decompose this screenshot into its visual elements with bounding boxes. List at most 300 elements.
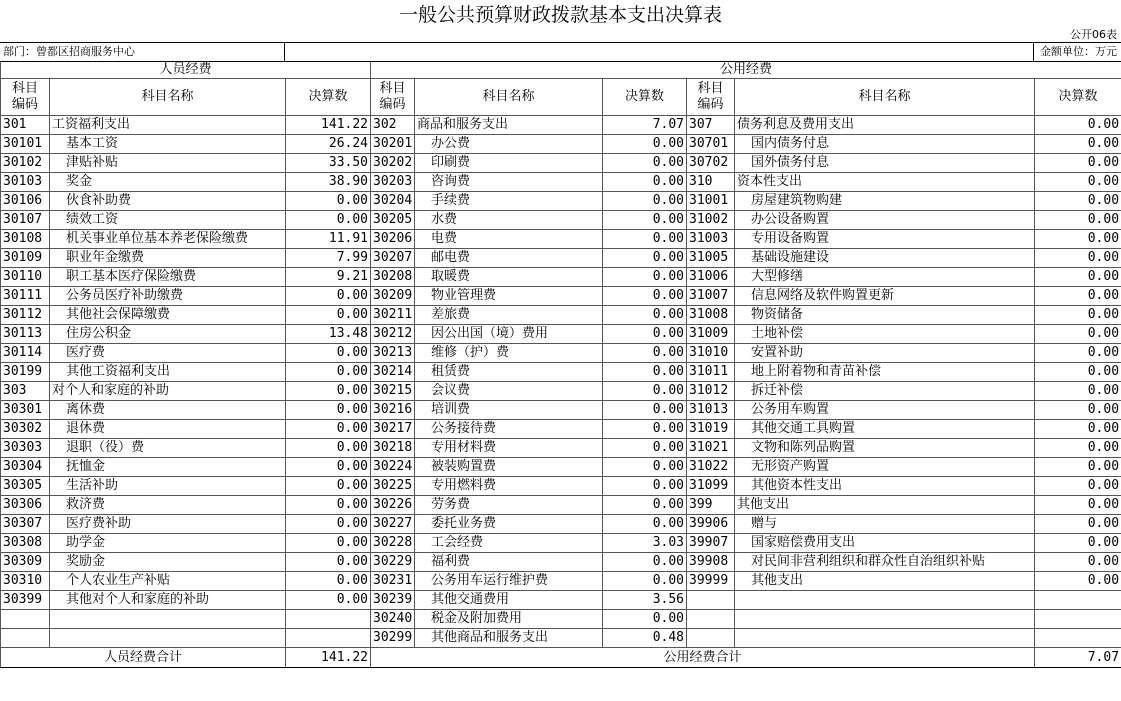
public-a-code-cell: 30214 [371, 363, 415, 382]
personnel-name-cell: 生活补助 [50, 477, 286, 496]
personnel-code-cell: 30399 [1, 591, 50, 610]
public-a-name-cell: 办公费 [415, 135, 603, 154]
personnel-amount-cell: 141.22 [286, 116, 371, 135]
public-a-amount-cell: 0.00 [603, 572, 687, 591]
table-row [1, 572, 1121, 591]
personnel-name-cell: 其他对个人和家庭的补助 [50, 591, 286, 610]
public-b-amount-cell: 0.00 [1035, 439, 1121, 458]
personnel-name-cell: 津贴补贴 [50, 154, 286, 173]
table-row [1, 230, 1121, 249]
public-b-amount-cell [1035, 610, 1121, 629]
form-number: 公开06表 [1070, 28, 1117, 41]
personnel-amount-cell [286, 629, 371, 648]
public-b-amount-cell: 0.00 [1035, 287, 1121, 306]
table-row [1, 629, 1121, 648]
personnel-name-cell: 退休费 [50, 420, 286, 439]
table-row [1, 211, 1121, 230]
personnel-amount-cell [286, 610, 371, 629]
public-a-amount-cell: 7.07 [603, 116, 687, 135]
public-a-amount-cell: 0.00 [603, 439, 687, 458]
header-name: 科目名称 [735, 79, 1035, 116]
public-b-amount-cell: 0.00 [1035, 325, 1121, 344]
personnel-code-cell: 30113 [1, 325, 50, 344]
public-b-name-cell: 其他交通工具购置 [735, 420, 1035, 439]
divider [0, 42, 1121, 43]
personnel-code-cell: 30111 [1, 287, 50, 306]
public-b-name-cell: 大型修缮 [735, 268, 1035, 287]
public-b-name-cell [735, 629, 1035, 648]
personnel-code-cell: 30307 [1, 515, 50, 534]
public-b-name-cell: 基础设施建设 [735, 249, 1035, 268]
table-row [1, 515, 1121, 534]
public-a-amount-cell: 0.00 [603, 477, 687, 496]
public-b-code-cell [687, 629, 735, 648]
public-b-name-cell: 拆迁补偿 [735, 382, 1035, 401]
header-code: 科目 编码 [371, 79, 415, 116]
public-a-name-cell: 手续费 [415, 192, 603, 211]
public-a-code-cell: 30202 [371, 154, 415, 173]
public-a-name-cell: 维修（护）费 [415, 344, 603, 363]
public-b-name-cell: 文物和陈列品购置 [735, 439, 1035, 458]
public-b-amount-cell: 0.00 [1035, 477, 1121, 496]
public-b-amount-cell: 0.00 [1035, 420, 1121, 439]
expenditure-table [0, 61, 1121, 668]
personnel-code-cell: 30309 [1, 553, 50, 572]
personnel-name-cell: 绩效工资 [50, 211, 286, 230]
public-a-amount-cell: 0.00 [603, 154, 687, 173]
public-b-name-cell: 对民间非营利组织和群众性自治组织补贴 [735, 553, 1035, 572]
public-b-name-cell: 赠与 [735, 515, 1035, 534]
personnel-code-cell: 30110 [1, 268, 50, 287]
public-a-code-cell: 30208 [371, 268, 415, 287]
personnel-amount-cell: 0.00 [286, 439, 371, 458]
public-b-code-cell: 31005 [687, 249, 735, 268]
public-a-amount-cell: 0.00 [603, 249, 687, 268]
public-a-amount-cell: 0.00 [603, 401, 687, 420]
public-b-name-cell: 信息网络及软件购置更新 [735, 287, 1035, 306]
public-b-code-cell: 31001 [687, 192, 735, 211]
personnel-amount-cell: 0.00 [286, 192, 371, 211]
public-a-code-cell: 30226 [371, 496, 415, 515]
public-a-name-cell: 公务接待费 [415, 420, 603, 439]
public-b-name-cell: 公务用车购置 [735, 401, 1035, 420]
public-b-code-cell: 30701 [687, 135, 735, 154]
public-a-name-cell: 专用材料费 [415, 439, 603, 458]
public-b-amount-cell [1035, 591, 1121, 610]
public-b-amount-cell: 0.00 [1035, 230, 1121, 249]
public-a-amount-cell: 0.00 [603, 420, 687, 439]
public-a-code-cell: 30227 [371, 515, 415, 534]
public-b-amount-cell: 0.00 [1035, 363, 1121, 382]
personnel-name-cell: 基本工资 [50, 135, 286, 154]
public-a-name-cell: 物业管理费 [415, 287, 603, 306]
personnel-amount-cell: 0.00 [286, 477, 371, 496]
public-a-name-cell: 公务用车运行维护费 [415, 572, 603, 591]
public-a-code-cell: 30299 [371, 629, 415, 648]
public-b-amount-cell [1035, 629, 1121, 648]
public-b-code-cell [687, 591, 735, 610]
public-a-name-cell: 租赁费 [415, 363, 603, 382]
public-b-name-cell: 债务利息及费用支出 [735, 116, 1035, 135]
public-b-code-cell [687, 610, 735, 629]
public-a-name-cell: 其他商品和服务支出 [415, 629, 603, 648]
personnel-name-cell: 助学金 [50, 534, 286, 553]
public-a-name-cell: 水费 [415, 211, 603, 230]
header-code: 科目 编码 [687, 79, 735, 116]
public-b-amount-cell: 0.00 [1035, 344, 1121, 363]
personnel-name-cell: 奖金 [50, 173, 286, 192]
public-a-name-cell: 被装购置费 [415, 458, 603, 477]
public-a-name-cell: 会议费 [415, 382, 603, 401]
public-b-name-cell: 其他资本性支出 [735, 477, 1035, 496]
header-name: 科目名称 [50, 79, 286, 116]
personnel-name-cell: 其他社会保障缴费 [50, 306, 286, 325]
public-a-name-cell: 差旅费 [415, 306, 603, 325]
public-b-code-cell: 31022 [687, 458, 735, 477]
public-b-amount-cell: 0.00 [1035, 553, 1121, 572]
public-a-code-cell: 30213 [371, 344, 415, 363]
public-a-amount-cell: 0.00 [603, 363, 687, 382]
public-b-amount-cell: 0.00 [1035, 116, 1121, 135]
public-a-name-cell: 福利费 [415, 553, 603, 572]
table-row [1, 591, 1121, 610]
personnel-code-cell: 30304 [1, 458, 50, 477]
public-a-amount-cell: 0.00 [603, 325, 687, 344]
public-a-code-cell: 30239 [371, 591, 415, 610]
public-a-code-cell: 30240 [371, 610, 415, 629]
table-row [1, 534, 1121, 553]
table-row [1, 363, 1121, 382]
public-b-code-cell: 399 [687, 496, 735, 515]
personnel-name-cell: 对个人和家庭的补助 [50, 382, 286, 401]
public-a-name-cell: 劳务费 [415, 496, 603, 515]
public-a-amount-cell: 0.00 [603, 610, 687, 629]
table-row [1, 249, 1121, 268]
personnel-name-cell: 职业年金缴费 [50, 249, 286, 268]
personnel-amount-cell: 38.90 [286, 173, 371, 192]
personnel-amount-cell: 0.00 [286, 363, 371, 382]
public-b-amount-cell: 0.00 [1035, 572, 1121, 591]
personnel-code-cell: 30306 [1, 496, 50, 515]
public-a-name-cell: 工会经费 [415, 534, 603, 553]
public-b-amount-cell: 0.00 [1035, 306, 1121, 325]
public-b-amount-cell: 0.00 [1035, 515, 1121, 534]
public-b-name-cell: 国内债务付息 [735, 135, 1035, 154]
totals-row [1, 648, 1121, 668]
table-row [1, 135, 1121, 154]
public-a-code-cell: 30203 [371, 173, 415, 192]
personnel-code-cell: 30109 [1, 249, 50, 268]
personnel-name-cell: 个人农业生产补贴 [50, 572, 286, 591]
personnel-name-cell [50, 610, 286, 629]
table-row [1, 268, 1121, 287]
personnel-name-cell: 伙食补助费 [50, 192, 286, 211]
personnel-code-cell: 30108 [1, 230, 50, 249]
public-a-code-cell: 30224 [371, 458, 415, 477]
public-total-value: 7.07 [1035, 648, 1121, 668]
personnel-amount-cell: 0.00 [286, 591, 371, 610]
header-amount: 决算数 [286, 79, 371, 116]
public-b-code-cell: 31003 [687, 230, 735, 249]
public-b-amount-cell: 0.00 [1035, 135, 1121, 154]
public-a-amount-cell: 0.00 [603, 344, 687, 363]
public-a-code-cell: 30215 [371, 382, 415, 401]
personnel-name-cell: 医疗费补助 [50, 515, 286, 534]
personnel-amount-cell: 0.00 [286, 572, 371, 591]
public-a-amount-cell: 0.48 [603, 629, 687, 648]
personnel-amount-cell: 0.00 [286, 553, 371, 572]
public-a-amount-cell: 0.00 [603, 135, 687, 154]
public-b-amount-cell: 0.00 [1035, 173, 1121, 192]
personnel-amount-cell: 0.00 [286, 382, 371, 401]
personnel-amount-cell: 0.00 [286, 344, 371, 363]
public-total-label: 公用经费合计 [371, 648, 1035, 668]
public-a-amount-cell: 0.00 [603, 515, 687, 534]
personnel-name-cell: 工资福利支出 [50, 116, 286, 135]
personnel-name-cell: 离休费 [50, 401, 286, 420]
public-a-amount-cell: 0.00 [603, 496, 687, 515]
table-row [1, 192, 1121, 211]
public-b-code-cell: 31008 [687, 306, 735, 325]
table-row [1, 439, 1121, 458]
personnel-total-value: 141.22 [286, 648, 371, 668]
public-b-code-cell: 31019 [687, 420, 735, 439]
personnel-name-cell: 医疗费 [50, 344, 286, 363]
table-row [1, 458, 1121, 477]
personnel-code-cell: 30103 [1, 173, 50, 192]
public-b-code-cell: 30702 [687, 154, 735, 173]
public-b-code-cell: 31021 [687, 439, 735, 458]
report-title: 一般公共预算财政拨款基本支出决算表 [398, 4, 722, 26]
public-a-code-cell: 302 [371, 116, 415, 135]
table-row [1, 496, 1121, 515]
public-a-code-cell: 30205 [371, 211, 415, 230]
public-a-code-cell: 30212 [371, 325, 415, 344]
public-a-code-cell: 30225 [371, 477, 415, 496]
personnel-code-cell: 30102 [1, 154, 50, 173]
table-row [1, 154, 1121, 173]
personnel-amount-cell: 0.00 [286, 420, 371, 439]
personnel-name-cell: 救济费 [50, 496, 286, 515]
public-b-name-cell: 国家赔偿费用支出 [735, 534, 1035, 553]
public-b-code-cell: 31009 [687, 325, 735, 344]
personnel-amount-cell: 0.00 [286, 306, 371, 325]
table-row [1, 344, 1121, 363]
public-a-name-cell: 邮电费 [415, 249, 603, 268]
public-b-amount-cell: 0.00 [1035, 192, 1121, 211]
personnel-code-cell: 30199 [1, 363, 50, 382]
personnel-code-cell: 301 [1, 116, 50, 135]
personnel-amount-cell: 0.00 [286, 458, 371, 477]
public-b-amount-cell: 0.00 [1035, 534, 1121, 553]
personnel-name-cell: 抚恤金 [50, 458, 286, 477]
public-b-code-cell: 310 [687, 173, 735, 192]
public-a-amount-cell: 0.00 [603, 173, 687, 192]
personnel-amount-cell: 13.48 [286, 325, 371, 344]
personnel-total-label: 人员经费合计 [1, 648, 286, 668]
personnel-code-cell: 30112 [1, 306, 50, 325]
public-a-amount-cell: 0.00 [603, 268, 687, 287]
personnel-code-cell: 30114 [1, 344, 50, 363]
public-b-name-cell: 房屋建筑物购建 [735, 192, 1035, 211]
personnel-code-cell: 30106 [1, 192, 50, 211]
public-b-amount-cell: 0.00 [1035, 382, 1121, 401]
public-b-code-cell: 39908 [687, 553, 735, 572]
personnel-code-cell: 30310 [1, 572, 50, 591]
public-a-name-cell: 印刷费 [415, 154, 603, 173]
table-row [1, 287, 1121, 306]
public-b-code-cell: 307 [687, 116, 735, 135]
public-b-name-cell: 物资储备 [735, 306, 1035, 325]
public-b-name-cell: 其他支出 [735, 496, 1035, 515]
public-b-name-cell: 土地补偿 [735, 325, 1035, 344]
personnel-amount-cell: 0.00 [286, 496, 371, 515]
personnel-name-cell: 住房公积金 [50, 325, 286, 344]
public-b-name-cell: 地上附着物和青苗补偿 [735, 363, 1035, 382]
public-a-code-cell: 30217 [371, 420, 415, 439]
public-b-code-cell: 31010 [687, 344, 735, 363]
personnel-name-cell: 其他工资福利支出 [50, 363, 286, 382]
personnel-code-cell [1, 629, 50, 648]
personnel-amount-cell: 0.00 [286, 287, 371, 306]
public-a-code-cell: 30204 [371, 192, 415, 211]
public-b-code-cell: 31007 [687, 287, 735, 306]
divider [1033, 43, 1034, 61]
table-row [1, 477, 1121, 496]
unit-label: 金额单位：万元 [1040, 45, 1117, 58]
public-a-code-cell: 30206 [371, 230, 415, 249]
public-b-name-cell: 专用设备购置 [735, 230, 1035, 249]
personnel-amount-cell: 7.99 [286, 249, 371, 268]
personnel-name-cell: 奖励金 [50, 553, 286, 572]
public-a-code-cell: 30207 [371, 249, 415, 268]
public-a-name-cell: 商品和服务支出 [415, 116, 603, 135]
personnel-code-cell: 30301 [1, 401, 50, 420]
public-b-code-cell: 31099 [687, 477, 735, 496]
public-b-amount-cell: 0.00 [1035, 401, 1121, 420]
public-b-code-cell: 39999 [687, 572, 735, 591]
personnel-code-cell: 30101 [1, 135, 50, 154]
public-b-amount-cell: 0.00 [1035, 458, 1121, 477]
public-b-name-cell [735, 591, 1035, 610]
personnel-name-cell: 退职（役）费 [50, 439, 286, 458]
header-name: 科目名称 [415, 79, 603, 116]
table-row [1, 306, 1121, 325]
public-b-name-cell: 无形资产购置 [735, 458, 1035, 477]
public-b-name-cell [735, 610, 1035, 629]
public-a-amount-cell: 0.00 [603, 192, 687, 211]
public-a-amount-cell: 3.56 [603, 591, 687, 610]
public-b-name-cell: 安置补助 [735, 344, 1035, 363]
public-b-name-cell: 其他支出 [735, 572, 1035, 591]
personnel-amount-cell: 0.00 [286, 211, 371, 230]
public-a-name-cell: 培训费 [415, 401, 603, 420]
public-b-name-cell: 国外债务付息 [735, 154, 1035, 173]
public-a-code-cell: 30201 [371, 135, 415, 154]
personnel-amount-cell: 26.24 [286, 135, 371, 154]
table-row [1, 116, 1121, 135]
public-a-name-cell: 电费 [415, 230, 603, 249]
public-a-amount-cell: 0.00 [603, 458, 687, 477]
public-b-code-cell: 39906 [687, 515, 735, 534]
public-b-name-cell: 办公设备购置 [735, 211, 1035, 230]
personnel-name-cell [50, 629, 286, 648]
personnel-amount-cell: 0.00 [286, 515, 371, 534]
public-a-code-cell: 30228 [371, 534, 415, 553]
section-personnel: 人员经费 [1, 62, 371, 79]
public-a-amount-cell: 3.03 [603, 534, 687, 553]
public-b-code-cell: 31012 [687, 382, 735, 401]
public-b-amount-cell: 0.00 [1035, 154, 1121, 173]
personnel-name-cell: 职工基本医疗保险缴费 [50, 268, 286, 287]
public-a-name-cell: 取暖费 [415, 268, 603, 287]
personnel-code-cell: 303 [1, 382, 50, 401]
personnel-amount-cell: 0.00 [286, 534, 371, 553]
personnel-amount-cell: 33.50 [286, 154, 371, 173]
public-a-name-cell: 委托业务费 [415, 515, 603, 534]
table-row [1, 325, 1121, 344]
public-b-code-cell: 31006 [687, 268, 735, 287]
personnel-code-cell: 30302 [1, 420, 50, 439]
public-a-code-cell: 30229 [371, 553, 415, 572]
public-b-code-cell: 31013 [687, 401, 735, 420]
public-b-amount-cell: 0.00 [1035, 249, 1121, 268]
public-a-amount-cell: 0.00 [603, 211, 687, 230]
public-b-amount-cell: 0.00 [1035, 211, 1121, 230]
public-a-code-cell: 30209 [371, 287, 415, 306]
public-a-name-cell: 税金及附加费用 [415, 610, 603, 629]
public-b-amount-cell: 0.00 [1035, 496, 1121, 515]
public-a-name-cell: 专用燃料费 [415, 477, 603, 496]
public-b-amount-cell: 0.00 [1035, 268, 1121, 287]
public-a-amount-cell: 0.00 [603, 553, 687, 572]
public-a-name-cell: 其他交通费用 [415, 591, 603, 610]
public-a-code-cell: 30211 [371, 306, 415, 325]
personnel-code-cell [1, 610, 50, 629]
personnel-name-cell: 公务员医疗补助缴费 [50, 287, 286, 306]
header-amount: 决算数 [1035, 79, 1121, 116]
header-code: 科目 编码 [1, 79, 50, 116]
personnel-code-cell: 30107 [1, 211, 50, 230]
personnel-amount-cell: 11.91 [286, 230, 371, 249]
personnel-code-cell: 30305 [1, 477, 50, 496]
table-row [1, 173, 1121, 192]
personnel-code-cell: 30308 [1, 534, 50, 553]
public-a-amount-cell: 0.00 [603, 382, 687, 401]
public-a-amount-cell: 0.00 [603, 230, 687, 249]
public-a-code-cell: 30218 [371, 439, 415, 458]
public-a-code-cell: 30216 [371, 401, 415, 420]
department-label: 部门：曾都区招商服务中心 [3, 45, 135, 58]
public-a-name-cell: 咨询费 [415, 173, 603, 192]
public-b-name-cell: 资本性支出 [735, 173, 1035, 192]
personnel-amount-cell: 9.21 [286, 268, 371, 287]
header-amount: 决算数 [603, 79, 687, 116]
public-b-code-cell: 39907 [687, 534, 735, 553]
public-b-code-cell: 31011 [687, 363, 735, 382]
table-row [1, 401, 1121, 420]
divider [284, 43, 285, 61]
public-b-code-cell: 31002 [687, 211, 735, 230]
table-row [1, 382, 1121, 401]
public-a-name-cell: 因公出国（境）费用 [415, 325, 603, 344]
section-public: 公用经费 [371, 62, 1121, 79]
public-a-code-cell: 30231 [371, 572, 415, 591]
personnel-amount-cell: 0.00 [286, 401, 371, 420]
table-row [1, 553, 1121, 572]
table-row [1, 420, 1121, 439]
table-row [1, 610, 1121, 629]
